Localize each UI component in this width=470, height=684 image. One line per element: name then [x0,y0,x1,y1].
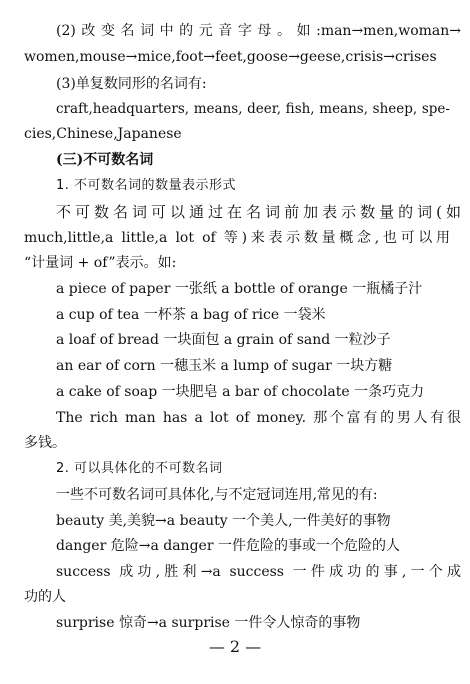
page-number: — 2 — [208,637,262,656]
text-line: much,little,a little,a lot of 等)来表示数量概念,也可以用 [24,230,450,246]
text-line: 不可数名词可以通过在名词前加表示数量的词(如 [56,203,461,221]
example-line: a piece of paper 一张纸 a bottle of orange 一瓶橘子汁 [56,281,423,297]
example-line: beauty 美,美貌→a beauty 一个美人,一件美好的事物 [56,513,391,529]
text-line: 功的人 [24,589,66,605]
example-line: a cup of tea 一杯茶 a bag of rice 一袋米 [56,307,326,323]
text-line: “计量词 + of”表示。如: [24,255,177,271]
subsection-heading: 2. 可以具体化的不可数名词 [56,461,223,476]
text-line: The rich man has a lot of money. 那个富有的男人有很 [56,410,461,426]
example-line: a cake of soap 一块肥皂 a bar of chocolate 一条巧克力 [56,384,425,400]
subsection-heading: 1. 不可数名词的数量表示形式 [56,178,237,193]
example-line: a loaf of bread 一块面包 a grain of sand 一粒沙子 [56,332,391,348]
text-line: (3)单复数同形的名词有: [56,76,207,92]
example-line: danger 危险→a danger 一件危险的事或一个危险的人 [56,538,400,554]
text-line: women,mouse→mice,foot→feet,goose→geese,crisis→crises [24,49,437,65]
text-line: craft,headquarters, means, deer, fish, means, sheep, spe- [56,101,450,117]
example-line: success 成功,胜利→a success 一件成功的事,一个成 [56,564,461,580]
section-heading: (三)不可数名词 [56,152,154,168]
text-line: cies,Chinese,Japanese [24,126,182,142]
text-line: 多钱。 [24,435,66,451]
text-line: 一些不可数名词可具体化,与不定冠词连用,常见的有: [56,487,378,503]
example-line: an ear of corn 一穗玉米 a lump of sugar 一块方糖 [56,358,393,374]
example-line: surprise 惊奇→a surprise 一件令人惊奇的事物 [56,615,361,631]
text-line: (2)改变名词中的元音字母。如:man→men,woman→ [56,23,461,39]
